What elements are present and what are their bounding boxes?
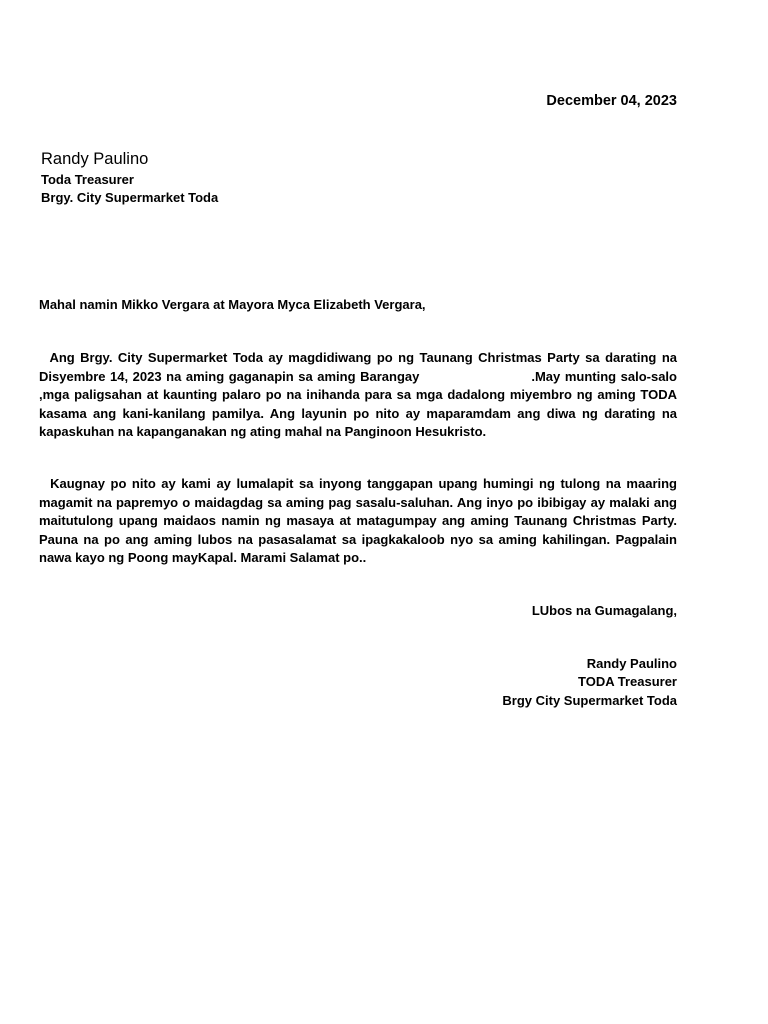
signature-block (502, 655, 677, 710)
signature-organization: Brgy City Supermarket Toda (502, 692, 677, 708)
letter-date: December 04, 2023 (546, 93, 677, 109)
closing: LUbos na Gumagalang, (531, 603, 677, 618)
sender-name: Randy Paulino (41, 150, 149, 168)
salutation: Mahal namin Mikko Vergara at Mayora Myca Elizabeth Vergara, (39, 297, 426, 312)
paragraph-1-part-1: Ang Brgy. City Supermarket Toda ay magdidiwang po ng Taunang Christmas Party sa darating na Disyembre 14, 2023 na aming gaganapin sa aming Barangay (39, 350, 677, 384)
paragraph-2-text: Kaugnay po nito ay kami ay lumalapit sa inyong tanggapan upang humingi ng tulong na maaring magamit na papremyo o maidagdag sa aming pag sasalu-saluhan. Ang inyo po ibibigay ay malaki ang maitutulong upang maidaos namin ng masaya at matagumpay ang aming Taunang Christmas Party. Pauna na po ang aming lubos na pasasalamat sa ipagkakaloob nyo sa aming kahilingan. Pagpalain nawa kayo ng Poong mayKapal. Marami Salamat po.. (39, 476, 677, 566)
sender-block (41, 149, 218, 207)
paragraph-1-part-2: .May munting salo-salo ,mga paligsahan at kaunting palaro po na inihanda para sa mga dadalong miyembro ng aming TODA kasama ang kani-kanilang pamilya. Ang layunin po nito ay maparamdam ang diwa ng darating na kapaskuhan na kapanganakan ng ating mahal na Panginoon Hesukristo. (39, 368, 677, 440)
body-paragraph-1 (39, 349, 677, 442)
signature-name: Randy Paulino (586, 656, 677, 671)
body-paragraph-2 (39, 475, 677, 568)
sender-organization: Brgy. City Supermarket Toda (41, 190, 219, 205)
sender-title: Toda Treasurer (41, 172, 134, 187)
signature-title: TODA Treasurer (578, 674, 677, 690)
